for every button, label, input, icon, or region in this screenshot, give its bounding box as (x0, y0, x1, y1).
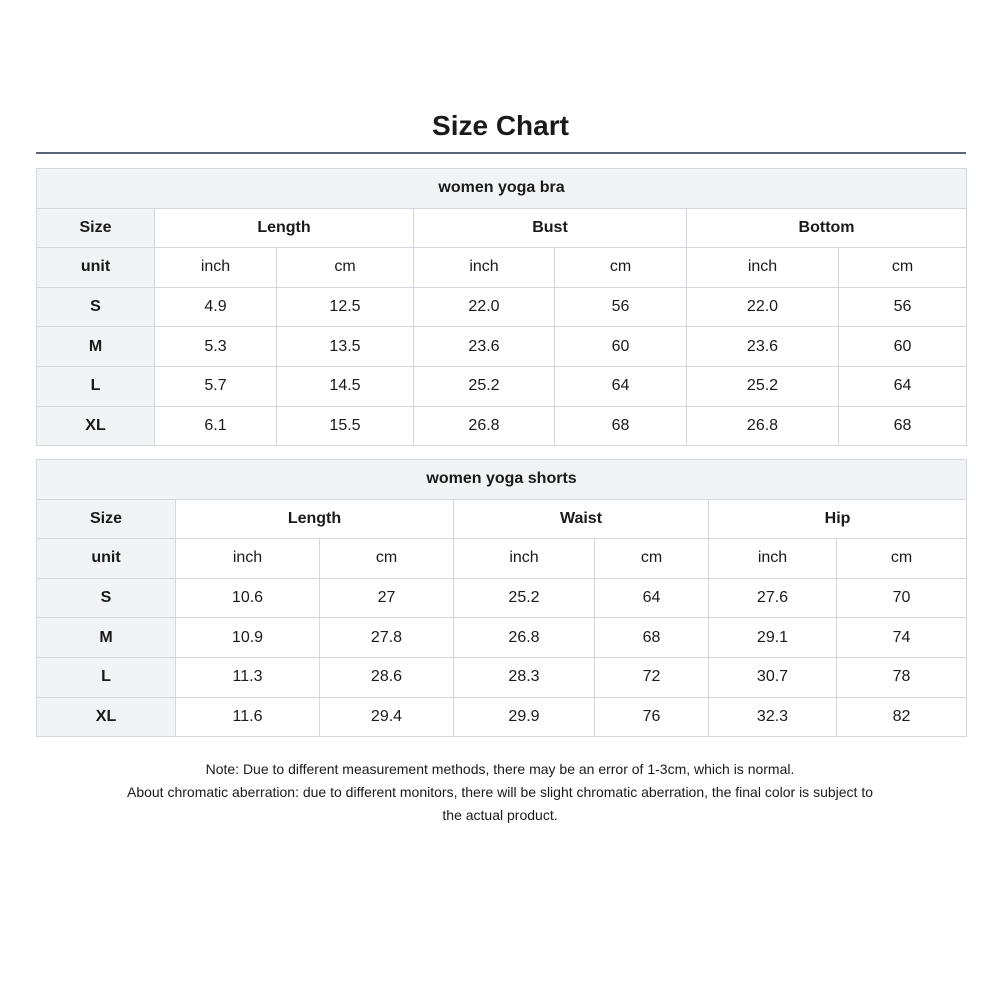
value-cell: 68 (839, 406, 967, 446)
note-line-measurement: Note: Due to different measurement methods, there may be an error of 1-3cm, which is normal. (205, 761, 795, 777)
unit-header: unit (37, 248, 155, 288)
unit-cell: inch (709, 539, 837, 579)
table-row (37, 578, 967, 618)
value-cell: 29.9 (454, 697, 595, 737)
value-cell: 6.1 (155, 406, 277, 446)
value-cell: 29.4 (320, 697, 454, 737)
value-cell: 26.8 (687, 406, 839, 446)
bra-size-table (36, 168, 967, 446)
group-header-length: Length (176, 499, 454, 539)
value-cell: 22.0 (414, 287, 555, 327)
value-cell: 11.6 (176, 697, 320, 737)
value-cell: 60 (839, 327, 967, 367)
size-cell: S (37, 578, 176, 618)
value-cell: 60 (555, 327, 687, 367)
group-header-waist: Waist (454, 499, 709, 539)
value-cell: 22.0 (687, 287, 839, 327)
unit-header: unit (37, 539, 176, 579)
table-row (37, 406, 967, 446)
size-cell: M (37, 327, 155, 367)
unit-cell: cm (320, 539, 454, 579)
value-cell: 82 (837, 697, 967, 737)
bra-table-caption: women yoga bra (37, 169, 967, 209)
value-cell: 70 (837, 578, 967, 618)
value-cell: 5.3 (155, 327, 277, 367)
value-cell: 64 (595, 578, 709, 618)
table-row (37, 287, 967, 327)
title-divider (36, 152, 966, 154)
table-unit-row (37, 539, 967, 579)
unit-cell: cm (595, 539, 709, 579)
value-cell: 23.6 (414, 327, 555, 367)
value-cell: 4.9 (155, 287, 277, 327)
footnote (60, 758, 940, 827)
value-cell: 26.8 (414, 406, 555, 446)
group-header-length: Length (155, 208, 414, 248)
value-cell: 10.6 (176, 578, 320, 618)
table-row (37, 327, 967, 367)
table-row (37, 697, 967, 737)
value-cell: 29.1 (709, 618, 837, 658)
value-cell: 27.8 (320, 618, 454, 658)
value-cell: 64 (839, 366, 967, 406)
table-group-row (37, 208, 967, 248)
value-cell: 68 (595, 618, 709, 658)
table-caption-row (37, 169, 967, 209)
group-header-bust: Bust (414, 208, 687, 248)
value-cell: 64 (555, 366, 687, 406)
shorts-size-table (36, 459, 967, 737)
group-header-hip: Hip (709, 499, 967, 539)
unit-cell: cm (837, 539, 967, 579)
size-cell: M (37, 618, 176, 658)
table-row (37, 366, 967, 406)
value-cell: 78 (837, 657, 967, 697)
group-header-bottom: Bottom (687, 208, 967, 248)
unit-cell: inch (454, 539, 595, 579)
value-cell: 25.2 (414, 366, 555, 406)
note-line-color-cont: the actual product. (442, 807, 558, 823)
value-cell: 13.5 (277, 327, 414, 367)
unit-cell: inch (176, 539, 320, 579)
unit-cell: cm (277, 248, 414, 288)
value-cell: 15.5 (277, 406, 414, 446)
value-cell: 30.7 (709, 657, 837, 697)
value-cell: 5.7 (155, 366, 277, 406)
unit-cell: inch (687, 248, 839, 288)
value-cell: 76 (595, 697, 709, 737)
table-unit-row (37, 248, 967, 288)
page-title: Size Chart (432, 110, 569, 141)
value-cell: 32.3 (709, 697, 837, 737)
value-cell: 56 (839, 287, 967, 327)
size-header: Size (37, 208, 155, 248)
value-cell: 12.5 (277, 287, 414, 327)
value-cell: 26.8 (454, 618, 595, 658)
size-header: Size (37, 499, 176, 539)
value-cell: 28.3 (454, 657, 595, 697)
shorts-table-caption: women yoga shorts (37, 460, 967, 500)
table-group-row (37, 499, 967, 539)
unit-cell: inch (414, 248, 555, 288)
value-cell: 27 (320, 578, 454, 618)
size-cell: S (37, 287, 155, 327)
value-cell: 56 (555, 287, 687, 327)
size-cell: XL (37, 406, 155, 446)
table-row (37, 657, 967, 697)
value-cell: 68 (555, 406, 687, 446)
table-row (37, 618, 967, 658)
value-cell: 23.6 (687, 327, 839, 367)
size-cell: L (37, 657, 176, 697)
unit-cell: inch (155, 248, 277, 288)
value-cell: 28.6 (320, 657, 454, 697)
value-cell: 14.5 (277, 366, 414, 406)
value-cell: 25.2 (687, 366, 839, 406)
value-cell: 10.9 (176, 618, 320, 658)
unit-cell: cm (555, 248, 687, 288)
value-cell: 27.6 (709, 578, 837, 618)
value-cell: 11.3 (176, 657, 320, 697)
table-caption-row (37, 460, 967, 500)
value-cell: 74 (837, 618, 967, 658)
size-cell: L (37, 366, 155, 406)
size-cell: XL (37, 697, 176, 737)
value-cell: 72 (595, 657, 709, 697)
note-line-color: About chromatic aberration: due to different monitors, there will be slight chromatic aberration, the final color is subject to (126, 784, 873, 800)
unit-cell: cm (839, 248, 967, 288)
value-cell: 25.2 (454, 578, 595, 618)
